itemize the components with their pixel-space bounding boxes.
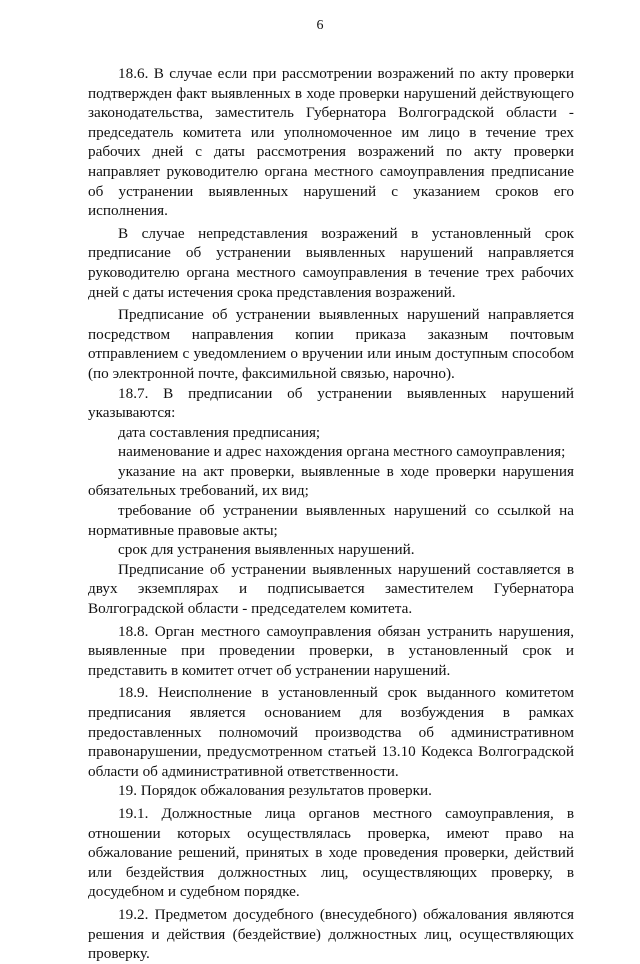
paragraph-19-1: 19.1. Должностные лица органов местного самоуправления, в отношении которых осуществлялась проверка, имеют право на обжалование решений, принятых в ходе проведения проверки, действий или бездействия должностных лиц, осуществляющих проверку, в досудебном и судебном порядке. (88, 804, 574, 901)
paragraph-18-8: 18.8. Орган местного самоуправления обязан устранить нарушения, выявленные при проведении проверки, в установленный срок и представить в комитет отчет об устранении нарушений. (88, 622, 574, 679)
list-item-act-reference: указание на акт проверки, выявленные в ходе проверки нарушения обязательных требований, их вид; (88, 462, 574, 500)
list-item-requirement: требование об устранении выявленных нарушений со ссылкой на нормативные правовые акты; (88, 502, 574, 539)
paragraph-18-9: 18.9. Неисполнение в установленный срок выданного комитетом предписания является основанием для возбуждения в рамках предоставленных полномочий производства об административном правонарушении, предусмотренном статьей 13.10 Кодекса Волгоградской области об административной ответственности. (88, 684, 574, 780)
section-heading-19: 19. Порядок обжалования результатов проверки. (118, 782, 432, 800)
list-item-date: дата составления предписания; (118, 423, 321, 441)
paragraph-no-objections: В случае непредставления возражений в установленный срок предписание об устранении выявленных нарушений направляется руководителю органа местного самоуправления в течение трех рабочих дней с даты истечения срока представления возражений. (88, 224, 574, 301)
list-item-deadline: срок для устранения выявленных нарушений. (118, 541, 415, 559)
paragraph-18-7: 18.7. В предписании об устранении выявленных нарушений указываются: (88, 384, 574, 422)
document-body (88, 64, 574, 964)
list-item-name-address: наименование и адрес нахождения органа местного самоуправления; (118, 443, 566, 461)
paragraph-delivery-method: Предписание об устранении выявленных нарушений направляется посредством направления копии приказа заказным почтовым отправлением с уведомлением о вручении или иным доступным способом (по электронной почте, факсимильной связью, нарочно). (88, 306, 574, 382)
page-number: 6 (316, 18, 324, 33)
paragraph-two-copies: Предписание об устранении выявленных нарушений составляется в двух экземплярах и подписывается заместителем Губернатора Волгоградской области - председателем комитета. (88, 560, 574, 618)
paragraph-18-6: 18.6. В случае если при рассмотрении возражений по акту проверки подтвержден факт выявленных в ходе проверки нарушений действующего законодательства, заместитель Губернатора Волгоградской области - председатель комитета или уполномоченное им лицо в течение трех рабочих дней с даты рассмотрения возражений по акту проверки направляет руководителю органа местного самоуправления предписание об устранении выявленных нарушений с указанием сроков его исполнения. (88, 65, 574, 220)
paragraph-19-2: 19.2. Предметом досудебного (внесудебного) обжалования являются решения и действия (бездействие) должностных лиц, осуществляющих проверку. (88, 905, 574, 963)
